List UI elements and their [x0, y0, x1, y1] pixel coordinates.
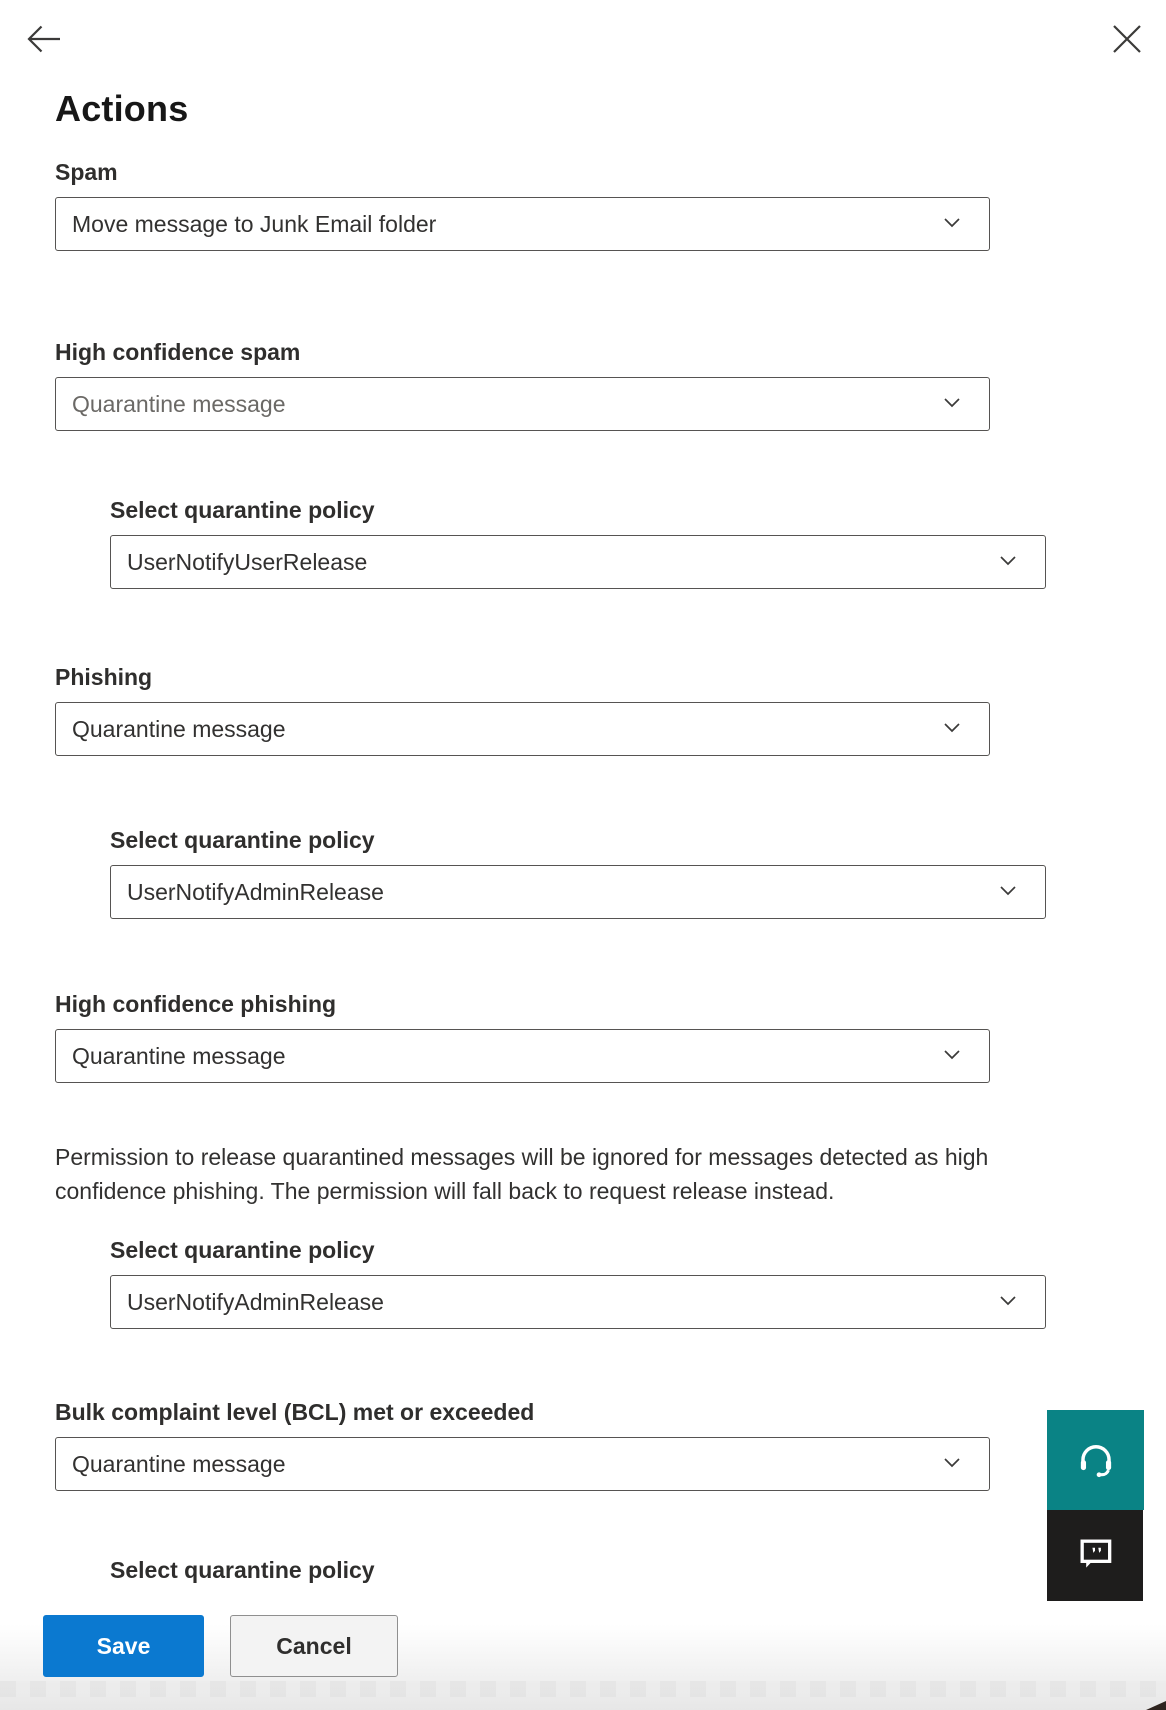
- spam-action-value: Move message to Junk Email folder: [72, 210, 437, 237]
- bcl-label: Bulk complaint level (BCL) met or exceeded: [55, 1399, 535, 1425]
- high-confidence-spam-action-dropdown[interactable]: [55, 377, 990, 431]
- arrow-left-icon: [25, 44, 63, 59]
- phishing-action-value: Quarantine message: [72, 715, 286, 742]
- hcp-quarantine-policy-dropdown[interactable]: [110, 1275, 1046, 1329]
- field-hcs-quarantine-policy: [110, 496, 1046, 589]
- save-button[interactable]: Save: [43, 1615, 204, 1677]
- hcp-quarantine-policy-value: UserNotifyAdminRelease: [127, 1288, 384, 1315]
- help-button[interactable]: [1047, 1410, 1144, 1510]
- spam-label: Spam: [55, 159, 118, 185]
- cancel-button[interactable]: Cancel: [230, 1615, 398, 1677]
- chevron-down-icon: [939, 389, 965, 420]
- field-spam: [55, 158, 990, 251]
- field-hcp-quarantine-policy: [110, 1236, 1046, 1329]
- phishing-action-dropdown[interactable]: [55, 702, 990, 756]
- high-confidence-phishing-action-dropdown[interactable]: [55, 1029, 990, 1083]
- field-phishing-quarantine-policy: [110, 826, 1046, 919]
- bcl-action-dropdown[interactable]: [55, 1437, 990, 1491]
- feedback-button[interactable]: [1047, 1510, 1143, 1601]
- hcs-quarantine-policy-value: UserNotifyUserRelease: [127, 548, 368, 575]
- chevron-down-icon: [939, 1449, 965, 1480]
- chevron-down-icon: [995, 877, 1021, 908]
- chevron-down-icon: [995, 547, 1021, 578]
- phishing-quarantine-policy-value: UserNotifyAdminRelease: [127, 878, 384, 905]
- feedback-icon: [1073, 1532, 1117, 1579]
- bcl-action-value: Quarantine message: [72, 1450, 286, 1477]
- high-confidence-phishing-note: Permission to release quarantined messages will be ignored for messages detected as high confidence phishing. The permission will fall back to request release instead.: [55, 1144, 989, 1204]
- field-phishing: [55, 663, 990, 756]
- phishing-label: Phishing: [55, 664, 153, 690]
- chevron-down-icon: [939, 1041, 965, 1072]
- close-button[interactable]: [1106, 20, 1148, 60]
- chevron-down-icon: [939, 714, 965, 745]
- spam-action-dropdown[interactable]: [55, 197, 990, 251]
- headset-icon: [1073, 1436, 1119, 1485]
- field-high-confidence-phishing: [55, 990, 990, 1083]
- back-button[interactable]: [24, 21, 64, 59]
- high-confidence-phishing-action-value: Quarantine message: [72, 1042, 286, 1069]
- field-bcl: [55, 1398, 990, 1491]
- field-bcl-quarantine-policy: [110, 1556, 1046, 1584]
- high-confidence-spam-action-value: Quarantine message: [72, 390, 286, 417]
- quarantine-policy-label: Select quarantine policy: [110, 827, 375, 853]
- close-icon: [1108, 46, 1146, 61]
- quarantine-policy-label: Select quarantine policy: [110, 497, 375, 523]
- page-title: Actions: [55, 88, 189, 129]
- hcs-quarantine-policy-dropdown[interactable]: [110, 535, 1046, 589]
- chevron-down-icon: [939, 209, 965, 240]
- quarantine-policy-label: Select quarantine policy: [110, 1557, 375, 1583]
- high-confidence-spam-label: High confidence spam: [55, 339, 301, 365]
- high-confidence-phishing-label: High confidence phishing: [55, 991, 337, 1017]
- field-high-confidence-spam: [55, 338, 990, 431]
- footer-pattern: [0, 1681, 1166, 1697]
- quarantine-policy-label: Select quarantine policy: [110, 1237, 375, 1263]
- phishing-quarantine-policy-dropdown[interactable]: [110, 865, 1046, 919]
- chevron-down-icon: [995, 1287, 1021, 1318]
